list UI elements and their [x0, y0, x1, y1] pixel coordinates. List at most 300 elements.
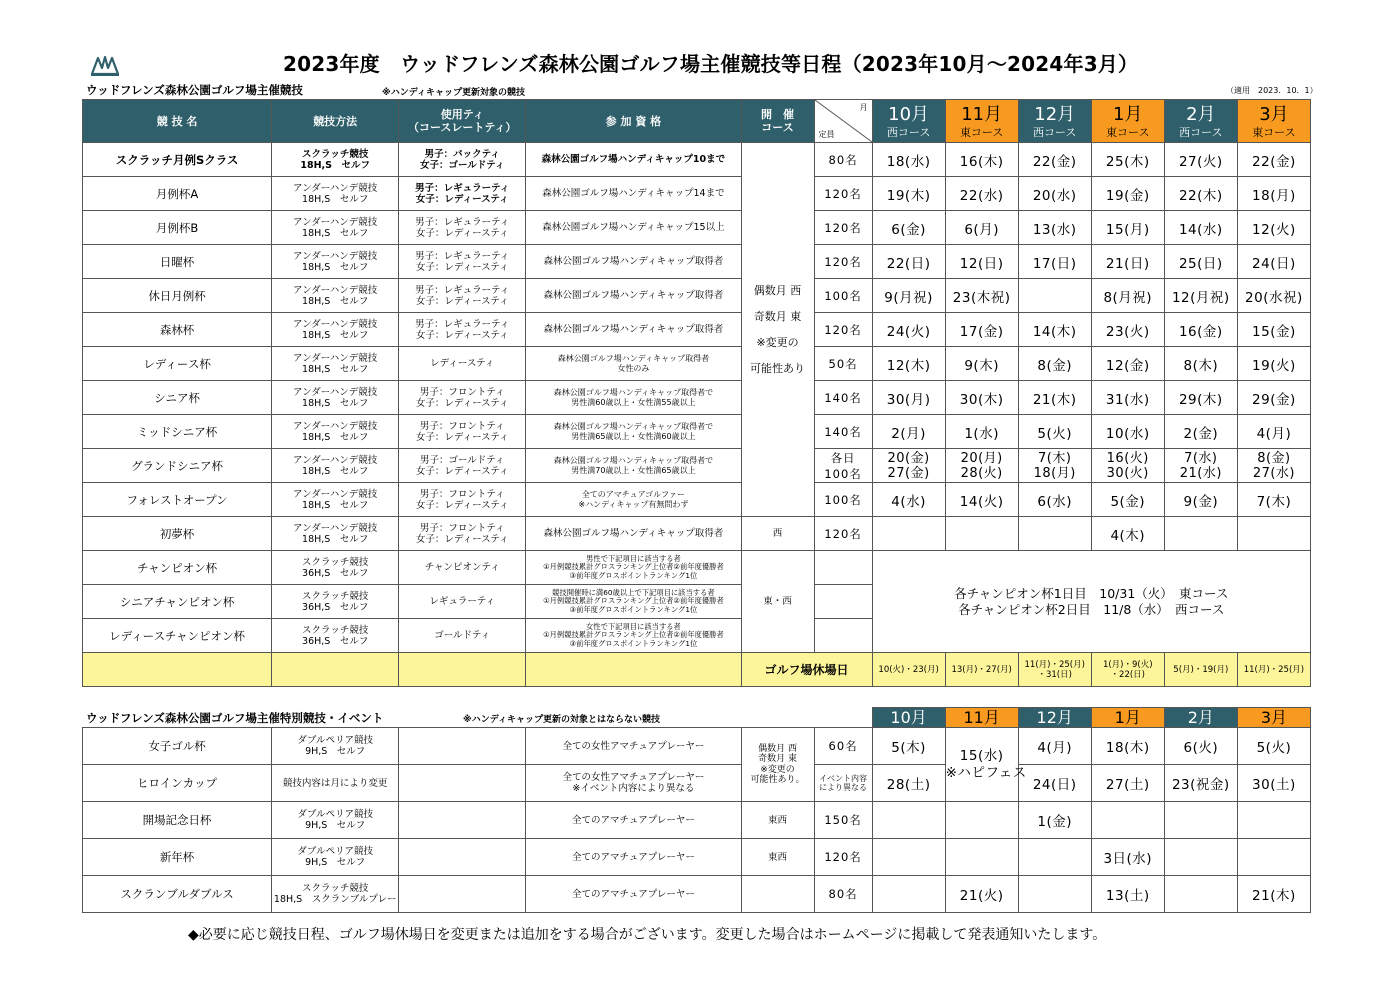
qualification-line1: 森林公園ゴルフ場ハンディキャップ取得者 — [543, 324, 724, 335]
tee-cell — [399, 177, 526, 211]
method-line2: 9H,S セルフ — [305, 857, 366, 868]
venue-value: 東西 — [768, 814, 788, 826]
championship-name: レディースチャンピオン杯 — [109, 628, 246, 643]
capacity-cell — [814, 839, 872, 876]
date-cell — [1018, 381, 1091, 415]
date-cell — [872, 347, 945, 381]
venue-value: 西 — [772, 528, 783, 539]
method-line2: 18H,S セルフ — [302, 431, 369, 443]
capacity-cell — [814, 728, 872, 765]
tee-line1: 男子：バックティ — [424, 148, 500, 160]
date-value: 7(木) — [1038, 450, 1072, 466]
date-cell — [1091, 449, 1164, 483]
closed-day-cell — [1164, 653, 1237, 687]
tee-line2: 女子：レディースティ — [415, 193, 509, 205]
date-cell — [1164, 449, 1237, 483]
date-cell — [1091, 483, 1164, 517]
competition-row — [83, 517, 1311, 551]
event-month-oct: 10月 — [872, 708, 945, 728]
capacity-line1: イベント内容 — [819, 773, 868, 783]
method-cell — [272, 177, 399, 211]
qualification-line1: 男性で下記項目に該当する者 — [585, 553, 681, 563]
date-cell — [1091, 765, 1164, 802]
qualification-line2: ※ハンディキャップ有無問わず — [578, 499, 689, 509]
date-value: 6(金) — [891, 221, 926, 238]
nov-event-2: ※ハピフェス — [945, 764, 1027, 781]
date-value: 30(木) — [959, 391, 1004, 408]
date-value: 21(木) — [1252, 888, 1296, 904]
section1-note: ※ハンディキャップ更新対象の競技 — [382, 88, 526, 98]
method-cell — [272, 802, 399, 839]
empty-cell — [399, 653, 526, 687]
date-value: 25(日) — [1178, 255, 1223, 272]
date-value: 1(水) — [964, 425, 999, 442]
date-cell — [1091, 802, 1164, 839]
name-cell — [83, 279, 272, 313]
venue-value: 東西 — [768, 851, 788, 863]
tee-line1: 男子：フロントティ — [419, 386, 505, 398]
tee-cell — [399, 245, 526, 279]
date-cell — [1018, 143, 1091, 177]
date-cell — [1018, 245, 1091, 279]
method-line1: ダブルペリア競技 — [297, 809, 373, 820]
date-cell — [1164, 381, 1237, 415]
name-cell — [83, 143, 272, 177]
event-name: 新年杯 — [159, 850, 195, 864]
date-cell — [1164, 517, 1237, 551]
qualification-line2: 男性満70歳以上・女性満65歳以上 — [571, 465, 696, 475]
tee-line1: 男子：レギュラーティ — [415, 284, 510, 296]
date-value: 23(火) — [1105, 323, 1150, 340]
date-value: 19(火) — [1252, 357, 1296, 374]
date-value: 30(月) — [886, 391, 931, 408]
method-cell — [272, 211, 399, 245]
date-cell — [872, 279, 945, 313]
qualification-cell — [526, 415, 741, 449]
name-cell — [83, 177, 272, 211]
method-cell — [272, 313, 399, 347]
qualification-cell — [526, 449, 741, 483]
date-cell — [872, 143, 945, 177]
date-value: 14(水) — [1178, 221, 1223, 238]
tee-line1: 男子：レギュラーティ — [415, 182, 510, 194]
qualification-line1: 競技開催時に満60歳以上で下記項目に該当する者 — [552, 587, 715, 597]
method-line2: 9H,S セルフ — [305, 746, 366, 757]
capacity: 120名 — [824, 254, 862, 269]
capacity: 120名 — [824, 186, 862, 201]
effective-date: （適用 2023．10．1） — [1226, 86, 1318, 95]
method-line1: 競技内容は月により変更 — [282, 777, 388, 789]
date-value: 31(水) — [1105, 391, 1150, 408]
capacity: 140名 — [824, 424, 862, 439]
method-line2: 36H,S セルフ — [302, 567, 369, 579]
qualification-cell — [526, 313, 741, 347]
date-cell — [1091, 381, 1164, 415]
tee-line1: 男子：レギュラーティ — [415, 318, 510, 330]
championship-name: シニアチャンピオン杯 — [119, 594, 235, 609]
method-cell — [272, 619, 399, 653]
qualification-cell — [526, 347, 741, 381]
date-cell — [1237, 765, 1310, 802]
date-cell — [872, 876, 945, 913]
ev-venue-2: 奇数月 東 — [758, 754, 797, 764]
competition-name: 月例杯A — [155, 186, 199, 201]
date-value-2: 28(火) — [960, 465, 1003, 481]
date-cell — [1164, 279, 1237, 313]
date-cell — [945, 876, 1018, 913]
closed-day-line1: 1(月)・9(火) — [1102, 659, 1153, 670]
date-cell — [945, 839, 1018, 876]
date-value: 24(日) — [1032, 777, 1077, 793]
method-cell — [272, 381, 399, 415]
closed-day-cell — [945, 653, 1018, 687]
tee-cell — [399, 347, 526, 381]
date-value: 14(火) — [959, 493, 1004, 510]
qualification-cell — [526, 483, 741, 517]
champ-schedule-1: 各チャンピオン杯1日目 10/31（火） 東コース — [954, 585, 1229, 601]
name-cell — [83, 245, 272, 279]
date-cell — [1164, 765, 1237, 802]
date-value: 23(祝金) — [1171, 777, 1230, 793]
name-cell — [83, 839, 272, 876]
date-value: 24(火) — [886, 323, 931, 340]
method-line2: 18H,S セルフ — [302, 465, 369, 477]
diag-capacity-label: 定員 — [818, 130, 835, 139]
qualification-line1: 森林公園ゴルフ場ハンディキャップ取得者で — [553, 388, 714, 397]
competition-table — [82, 99, 1311, 687]
qualification-line1: 女性で下記項目に該当する者 — [585, 621, 681, 631]
date-cell — [1237, 415, 1310, 449]
capacity-cell — [814, 415, 872, 449]
qualification-cell — [526, 381, 741, 415]
method-line2: 18H,S セルフ — [302, 295, 369, 307]
qualification-line1: 全てのアマチュアプレーヤー — [571, 851, 695, 863]
date-value: 9(木) — [964, 357, 999, 374]
date-value: 12(月祝) — [1171, 289, 1230, 306]
date-cell — [1237, 483, 1310, 517]
date-value: 25(木) — [1105, 153, 1150, 170]
venue-note-3: ※変更の — [756, 335, 799, 349]
qualification-line1: 全ての女性アマチュアプレーヤー — [562, 772, 705, 783]
footer-note: ◆必要に応じ競技日程、ゴルフ場休場日を変更または追加をする場合がございます。変更した場合はホームページに掲載して発表通知いたします。 — [188, 927, 1107, 943]
date-cell — [1018, 517, 1091, 551]
method-line2: 36H,S セルフ — [302, 601, 369, 613]
method-line2: 18H,S セルフ — [302, 397, 369, 409]
capacity-line1: 各日 — [830, 450, 856, 465]
method-cell — [272, 585, 399, 619]
month-nov: 11月 東コース — [945, 100, 1018, 143]
tee-cell — [399, 802, 526, 839]
capacity-cell — [814, 177, 872, 211]
ev-venue-4: 可能性あり。 — [750, 775, 805, 785]
date-cell — [1237, 517, 1310, 551]
date-cell — [1091, 839, 1164, 876]
capacity: 80名 — [828, 887, 858, 901]
date-cell — [1237, 211, 1310, 245]
date-cell — [1091, 143, 1164, 177]
tee-line1: 男子：レギュラーティ — [415, 250, 510, 262]
date-cell — [945, 177, 1018, 211]
date-value-2: 21(水) — [1179, 465, 1222, 481]
tee-line1: 男子：フロントティ — [419, 420, 505, 432]
section2-note: ※ハンディキャップ更新の対象とはならない競技 — [463, 715, 661, 725]
method-line1: アンダーハンデ競技 — [293, 250, 378, 262]
closed-days-row — [83, 653, 1311, 687]
tee-line2: 女子：レディースティ — [415, 261, 509, 273]
qualification-line2: 男性満65歳以上・女性満60歳以上 — [571, 431, 696, 441]
event-row — [83, 765, 1311, 802]
date-value: 21(火) — [959, 888, 1004, 904]
method-cell — [272, 347, 399, 381]
closed-day-line2: ・22(日) — [1110, 669, 1145, 680]
name-cell — [83, 765, 272, 802]
competition-row — [83, 313, 1311, 347]
closed-label-cell — [741, 653, 872, 687]
venue-cell — [741, 143, 814, 517]
name-cell — [83, 415, 272, 449]
venue-cell — [741, 802, 814, 839]
competition-name: 休日月例杯 — [148, 288, 206, 303]
event-row — [83, 802, 1311, 839]
tee-line2: 女子：ゴールドティ — [420, 159, 505, 171]
date-cell — [1164, 839, 1237, 876]
date-value: 8(金) — [1037, 357, 1073, 374]
method-cell — [272, 876, 399, 913]
method-cell — [272, 483, 399, 517]
method-line1: アンダーハンデ競技 — [293, 216, 378, 228]
date-value: 21(木) — [1032, 391, 1077, 408]
date-value: 22(木) — [1178, 187, 1223, 204]
tee-value: レギュラーティ — [429, 596, 496, 607]
capacity-cell — [814, 483, 872, 517]
date-value: 24(日) — [1252, 255, 1296, 272]
method-line2: 18H,S セルフ — [302, 193, 369, 205]
date-value: 30(土) — [1252, 777, 1296, 793]
name-cell — [83, 585, 272, 619]
date-value: 19(木) — [886, 187, 931, 204]
date-value: 29(金) — [1252, 391, 1296, 408]
date-value: 2(金) — [1183, 425, 1219, 442]
date-cell — [945, 449, 1018, 483]
capacity: 100名 — [824, 288, 862, 303]
date-cell — [1164, 143, 1237, 177]
tee-line1: 男子：フロントティ — [419, 488, 505, 500]
date-cell — [1018, 876, 1091, 913]
event-name: 女子ゴル杯 — [148, 739, 206, 753]
date-cell — [1091, 517, 1164, 551]
date-cell — [1018, 449, 1091, 483]
capacity-cell — [814, 279, 872, 313]
date-cell — [1164, 245, 1237, 279]
method-cell — [272, 449, 399, 483]
capacity: 100名 — [824, 492, 862, 507]
champ-schedule-2: 各チャンピオン杯2日目 11/8（水） 西コース — [958, 601, 1225, 617]
date-cell — [872, 381, 945, 415]
qualification-line1: 森林公園ゴルフ場ハンディキャップ取得者で — [553, 456, 714, 465]
date-cell — [872, 765, 945, 802]
date-value-2: 30(火) — [1106, 465, 1149, 481]
method-line2: 18H,S スクランブルプレー — [273, 894, 397, 905]
date-cell — [1164, 728, 1237, 765]
date-value: 22(水) — [959, 187, 1004, 204]
month-jan: 1月 東コース — [1091, 100, 1164, 143]
qualification-line2: ※イベント内容により異なる — [572, 783, 695, 794]
date-value: 5(木) — [891, 740, 926, 756]
date-cell — [1091, 728, 1164, 765]
name-cell — [83, 347, 272, 381]
qualification-cell — [526, 551, 741, 585]
date-value: 12(木) — [886, 357, 931, 374]
date-cell — [1018, 765, 1091, 802]
date-cell — [945, 728, 1027, 802]
competition-row — [83, 177, 1311, 211]
event-month-jan: 1月 — [1091, 708, 1164, 728]
championship-row — [83, 551, 1311, 585]
date-cell — [1164, 313, 1237, 347]
section2-title: ウッドフレンズ森林公園ゴルフ場主催特別競技・イベント — [86, 711, 384, 725]
date-value: 1(金) — [1037, 814, 1073, 830]
venue-cell — [741, 839, 814, 876]
tee-cell — [399, 313, 526, 347]
date-cell — [1091, 415, 1164, 449]
date-cell — [945, 245, 1018, 279]
competition-row — [83, 143, 1311, 177]
tee-cell — [399, 728, 526, 765]
closed-label: ゴルフ場休場日 — [764, 663, 849, 677]
date-value: 18(月) — [1252, 187, 1296, 204]
qualification-line1: 森林公園ゴルフ場ハンディキャップ10まで — [541, 154, 726, 165]
competition-row — [83, 449, 1311, 483]
date-value: 5(火) — [1256, 740, 1292, 756]
date-cell — [945, 313, 1018, 347]
closed-day-line2: ・31(日) — [1037, 669, 1072, 680]
tee-line2: 女子：レディースティ — [415, 295, 509, 307]
method-cell — [272, 839, 399, 876]
method-line2: 18H,S セルフ — [300, 159, 370, 171]
date-cell — [1018, 177, 1091, 211]
qualification-cell — [526, 839, 741, 876]
tee-line1: 男子：ゴールドティ — [420, 454, 505, 466]
name-cell — [83, 483, 272, 517]
date-cell — [1237, 245, 1310, 279]
event-month-nov: 11月 — [945, 708, 1018, 728]
event-name: スクランブルダブルス — [120, 887, 234, 901]
method-cell — [272, 143, 399, 177]
method-line1: ダブルペリア競技 — [297, 846, 373, 857]
qualification-cell — [526, 802, 741, 839]
method-cell — [272, 245, 399, 279]
method-cell — [272, 279, 399, 313]
date-value: 17(金) — [959, 323, 1004, 340]
tee-cell — [399, 619, 526, 653]
qualification-line1: 森林公園ゴルフ場ハンディキャップ取得者 — [543, 528, 724, 539]
name-cell — [83, 802, 272, 839]
method-cell — [272, 765, 399, 802]
closed-day-line1: 11(月)・25(月) — [1243, 664, 1305, 675]
date-cell — [872, 177, 945, 211]
date-cell — [872, 211, 945, 245]
method-line1: アンダーハンデ競技 — [293, 182, 378, 194]
date-value: 16(火) — [1106, 450, 1149, 466]
qualification-cell — [526, 876, 741, 913]
method-line2: 18H,S セルフ — [302, 329, 369, 341]
event-table — [82, 707, 1311, 913]
date-value: 15(月) — [1105, 221, 1150, 238]
date-value: 7(水) — [1184, 450, 1218, 466]
qualification-cell — [526, 619, 741, 653]
date-value: 4(木) — [1110, 527, 1146, 544]
method-line1: アンダーハンデ競技 — [293, 386, 378, 398]
date-cell — [1091, 313, 1164, 347]
competition-name: 日曜杯 — [159, 254, 195, 269]
header-venue: 開 催 コース — [741, 100, 814, 143]
competition-name: ミッドシニア杯 — [136, 424, 218, 439]
qualification-line3: ③前年度グロスポイントランキング1位 — [569, 604, 698, 614]
qualification-line1: 全てのアマチュアプレーヤー — [571, 814, 695, 826]
capacity: 80名 — [828, 152, 858, 167]
competition-row — [83, 381, 1311, 415]
date-value: 8(月祝) — [1103, 289, 1153, 306]
date-cell — [1018, 211, 1091, 245]
date-cell — [1237, 802, 1310, 839]
month-mar: 3月 東コース — [1237, 100, 1310, 143]
tee-cell — [399, 415, 526, 449]
qualification-cell — [526, 728, 741, 765]
capacity-cell — [814, 876, 872, 913]
capacity: 60名 — [828, 739, 858, 753]
method-line1: アンダーハンデ競技 — [293, 318, 378, 330]
date-cell — [872, 728, 945, 765]
date-value: 29(木) — [1178, 391, 1223, 408]
method-line1: アンダーハンデ競技 — [293, 420, 378, 432]
method-line2: 18H,S セルフ — [302, 499, 369, 511]
qualification-line2: ①月例競技累計グロスランキング上位者②前年度優勝者 — [543, 596, 724, 606]
date-value: 13(水) — [1032, 221, 1077, 238]
date-cell — [1091, 876, 1164, 913]
tee-cell — [399, 876, 526, 913]
closed-day-cell — [1018, 653, 1091, 687]
method-cell — [272, 415, 399, 449]
tee-cell — [399, 279, 526, 313]
closed-day-line1: 13(月)・27(月) — [951, 664, 1012, 675]
date-cell — [945, 143, 1018, 177]
event-row — [83, 876, 1311, 913]
date-cell — [1237, 449, 1310, 483]
qualification-line3: ③前年度グロスポイントランキング1位 — [569, 638, 698, 648]
month-feb: 2月 西コース — [1164, 100, 1237, 143]
date-cell — [872, 313, 945, 347]
qualification-cell — [526, 177, 741, 211]
month-dec: 12月 西コース — [1018, 100, 1091, 143]
date-value: 18(木) — [1105, 740, 1150, 756]
capacity-cell — [814, 765, 872, 802]
date-value: 9(月祝) — [884, 289, 933, 306]
championship-name: チャンピオン杯 — [136, 560, 218, 575]
qualification-line1: 森林公園ゴルフ場ハンディキャップ取得者 — [543, 256, 724, 267]
date-value: 16(金) — [1178, 323, 1223, 340]
tee-line2: 女子：レディースティ — [415, 227, 509, 239]
qualification-line1: 森林公園ゴルフ場ハンディキャップ取得者で — [553, 422, 714, 431]
date-cell — [945, 517, 1018, 551]
method-line1: アンダーハンデ競技 — [293, 352, 378, 364]
date-cell — [945, 381, 1018, 415]
date-cell — [872, 802, 945, 839]
competition-name: レディース杯 — [143, 356, 211, 371]
date-cell — [1237, 177, 1310, 211]
header-tee: 使用ティ （コースレートティ） — [399, 100, 526, 143]
name-cell — [83, 728, 272, 765]
qualification-line2: ①月例競技累計グロスランキング上位者②前年度優勝者 — [543, 630, 724, 640]
